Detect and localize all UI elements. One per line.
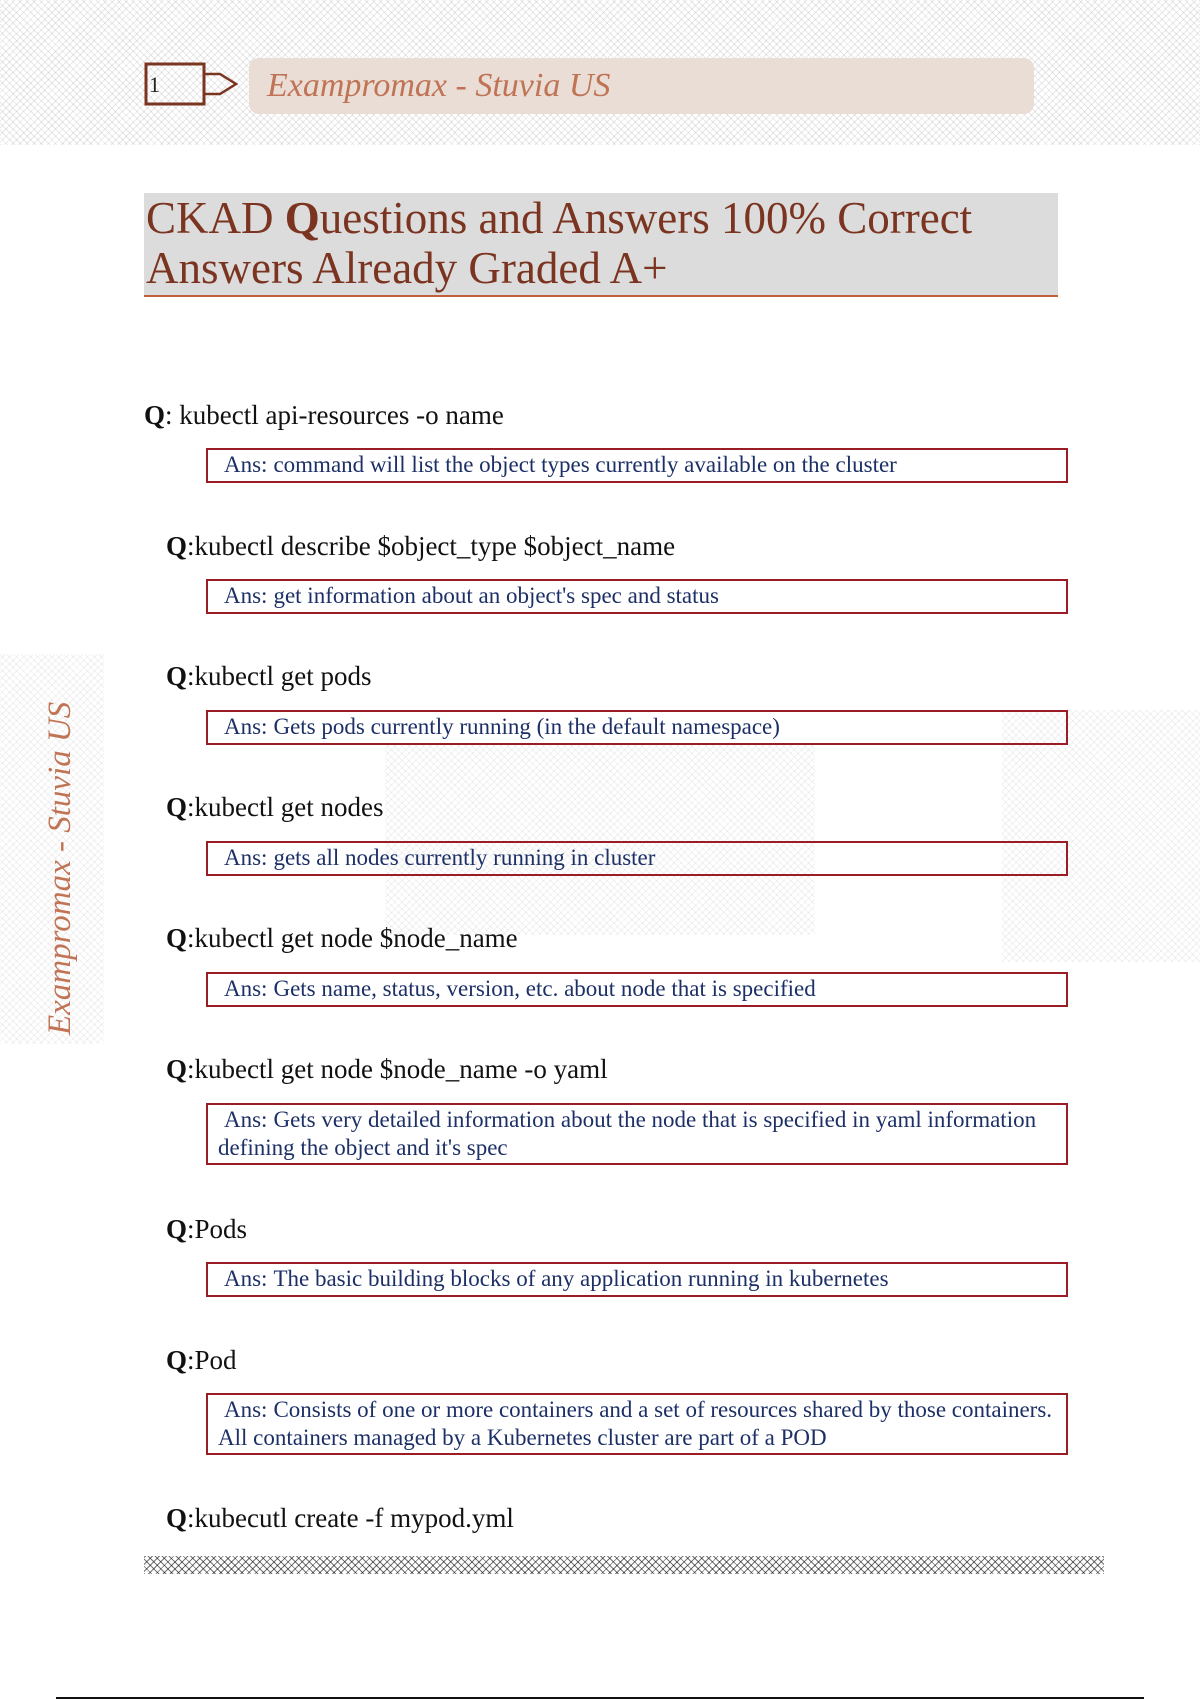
answer-box-4: Ans: gets all nodes currently running in cluster (206, 841, 1068, 876)
question-4: Q:kubectl get nodes (166, 792, 384, 822)
title-line-2: Answers Already Graded A+ (146, 243, 668, 293)
answer-box-7: Ans: The basic building blocks of any application running in kubernetes (206, 1262, 1068, 1297)
answer-box-3: Ans: Gets pods currently running (in the default namespace) (206, 710, 1068, 745)
right-hatch-band (1002, 710, 1200, 962)
question-8: Q:Pod (166, 1345, 237, 1375)
answer-box-6: Ans: Gets very detailed information about the node that is specified in yaml information defining the object and it's spec (206, 1103, 1068, 1165)
answer-box-8: Ans: Consists of one or more containers and a set of resources shared by those containers. All containers managed by a Kubernetes cluster are part of a POD (206, 1393, 1068, 1455)
question-6: Q:kubectl get node $node_name -o yaml (166, 1054, 608, 1084)
question-1: Q: kubectl api-resources -o name (144, 400, 504, 430)
question-7: Q:Pods (166, 1214, 248, 1244)
answer-box-5: Ans: Gets name, status, version, etc. about node that is specified (206, 972, 1068, 1007)
question-5: Q:kubectl get node $node_name (166, 923, 518, 953)
header-banner (249, 58, 1034, 114)
page-number: 1 (149, 72, 160, 97)
question-2: Q:kubectl describe $object_type $object_name (166, 531, 676, 561)
footer-rule (56, 1697, 1144, 1699)
side-watermark: Exampromax - Stuvia US (42, 701, 78, 1035)
answer-box-1: Ans: command will list the object types currently available on the cluster (206, 448, 1068, 483)
mid-hatch-band (385, 745, 815, 935)
document-title (144, 193, 1058, 297)
answer-box-2: Ans: get information about an object's spec and status (206, 579, 1068, 614)
question-3: Q:kubectl get pods (166, 661, 372, 691)
title-line-1: CKAD Questions and Answers 100% Correct (146, 193, 973, 243)
bottom-hatch-strip (144, 1556, 1104, 1574)
question-9: Q:kubecutl create -f mypod.yml (166, 1503, 514, 1533)
header-banner-text: Exampromax - Stuvia US (267, 67, 611, 104)
